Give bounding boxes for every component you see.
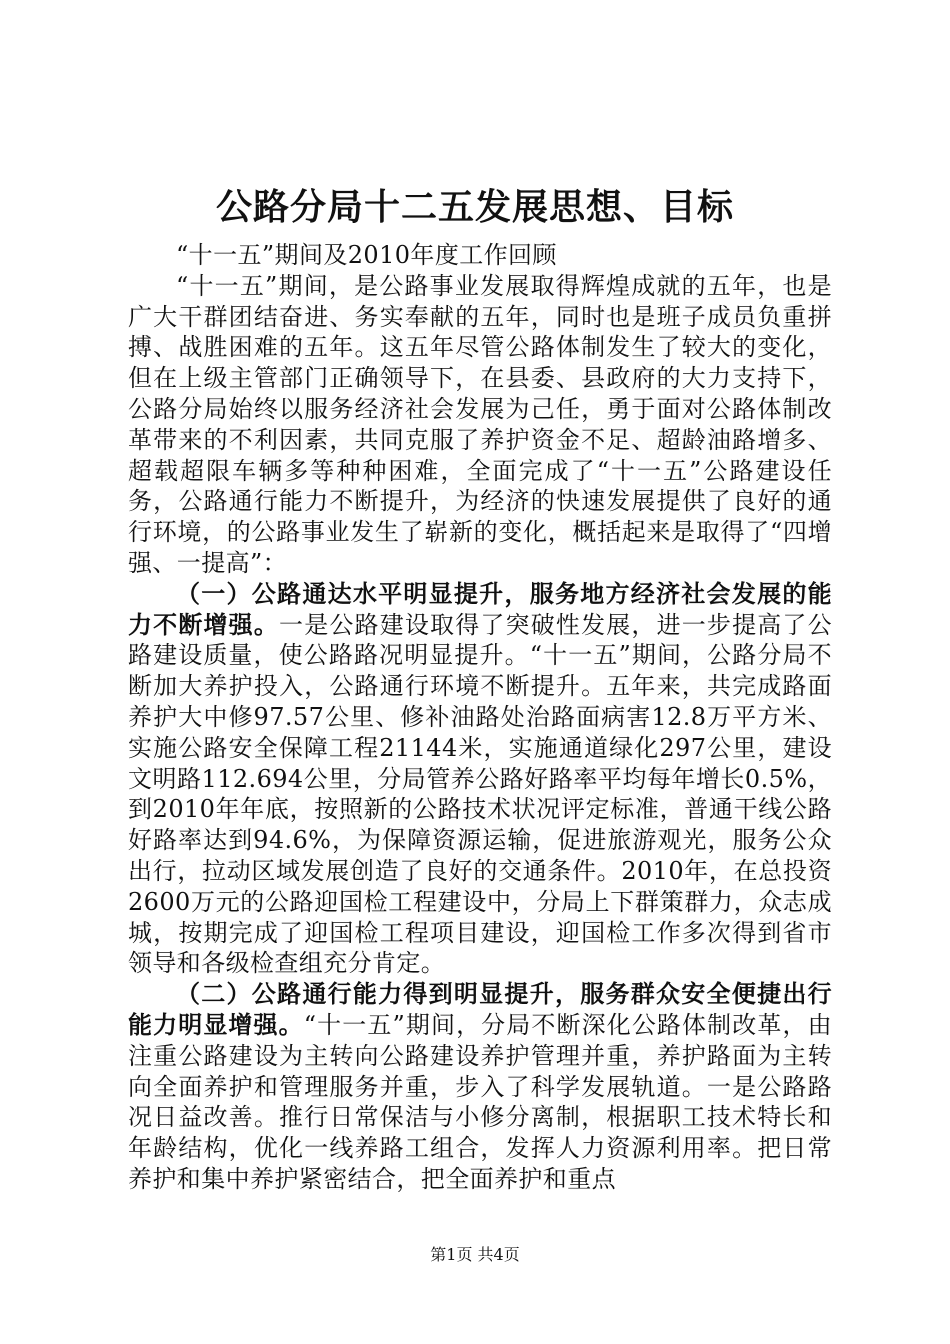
section-subtitle: “十一五”期间及2010年度工作回顾 [176, 241, 557, 269]
document-title: 公路分局十二五发展思想、目标 [215, 187, 734, 228]
page-number-footer: 第1页 共4页 [430, 1245, 520, 1264]
section-2-paragraph [128, 979, 832, 1195]
section-2-heading: （二）公路通行能力得到明显提升，服务群众安全便捷出行能力明显增强。 [128, 980, 832, 1039]
intro-paragraph: “十一五”期间，是公路事业发展取得辉煌成就的五年，也是广大干群团结奋进、务实奉献的五年，同时也是班子成员负重拼搏、战胜困难的五年。这五年尽管公路体制发生了较大的变化，但在上级主管部门正确领导下，在县委、县政府的大力支持下，公路分局始终以服务经济社会发展为己任，勇于面对公路体制改革带来的不利因素，共同克服了养护资金不足、超龄油路增多、超载超限车辆多等种种困难，全面完成了“十一五”公路建设任务，公路通行能力不断提升，为经济的快速发展提供了良好的通行环境，的公路事业发生了崭新的变化，概括起来是取得了“四增强、一提高”： [128, 271, 832, 577]
section-1-body: 一是公路建设取得了突破性发展，进一步提高了公路建设质量，使公路路况明显提升。“十一五”期间，公路分局不断加大养护投入，公路通行环境不断提升。五年来，共完成路面养护大中修97.57公里、修补油路处治路面病害12.8万平方米、实施公路安全保障工程21144米，实施通道绿化297公里，建设文明路112.694公里，分局管养公路好路率平均每年增长0.5%，到2010年年底，按照新的公路技术状况评定标准，普通干线公路好路率达到94.6%，为保障资源运输，促进旅游观光，服务公众出行，拉动区域发展创造了良好的交通条件。2010年，在总投资2600万元的公路迎国检工程建设中，分局上下群策群力，众志成城，按期完成了迎国检工程项目建设，迎国检工作多次得到省市领导和各级检查组充分肯定。 [128, 610, 832, 978]
section-1-paragraph [128, 579, 832, 979]
section-1-heading: （一）公路通达水平明显提升，服务地方经济社会发展的能力不断增强。 [128, 579, 832, 639]
section-2-body: “十一五”期间，分局不断深化公路体制改革，由注重公路建设为主转向公路建设养护管理并重，养护路面为主转向全面养护和管理服务并重，步入了科学发展轨道。一是公路路况日益改善。推行日常保洁与小修分离制，根据职工技术特长和年龄结构，优化一线养路工组合，发挥人力资源利用率。把日常养护和集中养护紧密结合，把全面养护和重点 [128, 1010, 832, 1193]
document-body [128, 240, 832, 1195]
